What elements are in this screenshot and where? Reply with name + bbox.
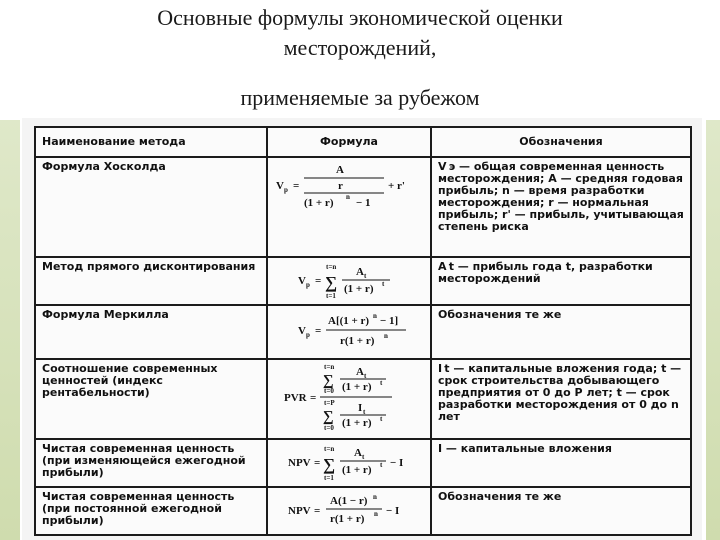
sigma-symbol: ∑ bbox=[323, 455, 336, 474]
formula-den: r(1 + r) bbox=[330, 513, 365, 525]
formula-den-exp: t bbox=[382, 280, 385, 288]
formula-den-top: r bbox=[338, 180, 343, 192]
formula-equals: = bbox=[293, 180, 300, 192]
left-decor-band bbox=[0, 120, 20, 540]
formula-den: r(1 + r) bbox=[340, 335, 375, 347]
formula-equals: = bbox=[314, 505, 321, 517]
slide-title-line-3: применяемые за рубежом bbox=[240, 85, 480, 110]
formula-num-sub: t bbox=[362, 453, 365, 461]
method-name: Чистая современная ценность (при изменяющейся ежегодной прибыли) bbox=[35, 439, 267, 487]
method-name: Чистая современная ценность (при постоянной ежегодной прибыли) bbox=[35, 487, 267, 535]
notation-text: Обозначения те же bbox=[431, 305, 691, 359]
method-name: Соотношение современных ценностей (индекс рентабельности) bbox=[35, 359, 267, 439]
formula-numerator: A bbox=[354, 447, 362, 459]
formula-den-exp: n bbox=[374, 510, 378, 518]
bottom-sigma-symbol: ∑ bbox=[323, 409, 334, 425]
top-num-sub: t bbox=[364, 372, 367, 380]
table-row bbox=[35, 305, 691, 359]
top-sum-lower: t=0 bbox=[324, 387, 334, 395]
formula-den: (1 + r) bbox=[342, 464, 372, 476]
formula-num-exp: n bbox=[373, 312, 377, 320]
bottom-den-exp: t bbox=[380, 415, 383, 423]
sigma-symbol: ∑ bbox=[325, 273, 338, 292]
formula-numerator: A(1 − r) bbox=[330, 495, 368, 507]
formula-lhs: PVR bbox=[284, 392, 307, 404]
sum-upper: t=n bbox=[326, 263, 337, 271]
formula bbox=[267, 439, 431, 487]
formula-lhs-sub: р bbox=[306, 331, 310, 339]
top-sigma-symbol: ∑ bbox=[323, 373, 334, 389]
formula-tail: + r' bbox=[388, 180, 405, 192]
slide-title-line-1: Основные формулы экономической оценки bbox=[157, 5, 563, 30]
notation-text: I — капитальные вложения bbox=[431, 439, 691, 487]
table-row bbox=[35, 439, 691, 487]
formula-den-bottom: (1 + r) bbox=[304, 197, 334, 209]
formula-equals: = bbox=[314, 457, 321, 469]
formula-num-sub: t bbox=[364, 272, 367, 280]
formula bbox=[267, 305, 431, 359]
bottom-sum-upper: t=P bbox=[324, 399, 335, 407]
formula bbox=[267, 487, 431, 535]
table-row bbox=[35, 487, 691, 535]
notation-text: A t — прибыль года t, разработки месторождений bbox=[431, 257, 691, 305]
formula-numerator: A bbox=[336, 164, 344, 176]
right-decor-band bbox=[706, 120, 720, 540]
scanned-table-area bbox=[22, 118, 702, 540]
notation-text: I t — капитальные вложения года; t — срок строительства добывающего предприятия от 0 до P лет; t — срок разработки месторождения от 0 до n лет bbox=[431, 359, 691, 439]
formula-tail: − I bbox=[386, 505, 400, 517]
formulas-table bbox=[34, 126, 692, 536]
column-header-formula: Формула bbox=[267, 127, 431, 157]
bottom-num-sub: t bbox=[363, 408, 366, 416]
formula-num-exp: n bbox=[373, 493, 377, 501]
top-den: (1 + r) bbox=[342, 381, 372, 393]
top-sum-upper: t=n bbox=[324, 363, 335, 371]
method-name: Формула Меркилла bbox=[35, 305, 267, 359]
column-header-method: Наименование метода bbox=[35, 127, 267, 157]
formula-num-tail: − 1] bbox=[380, 315, 399, 327]
formula-den-tail: − 1 bbox=[356, 197, 371, 209]
formula-den-exp: n bbox=[384, 332, 388, 340]
notation-text: Обозначения те же bbox=[431, 487, 691, 535]
formula-numerator: A bbox=[356, 266, 364, 278]
formula-tail: − I bbox=[390, 457, 404, 469]
formula-lhs-sub: р bbox=[284, 186, 288, 194]
formula bbox=[267, 359, 431, 439]
formula-numerator: A[(1 + r) bbox=[328, 315, 370, 327]
formula bbox=[267, 157, 431, 257]
formula-den-exp: n bbox=[346, 193, 350, 201]
formula-den: (1 + r) bbox=[344, 283, 374, 295]
column-header-notation: Обозначения bbox=[431, 127, 691, 157]
table-row bbox=[35, 157, 691, 257]
formula-equals: = bbox=[310, 392, 317, 404]
bottom-sum-lower: t=0 bbox=[324, 424, 334, 432]
sum-upper: t=n bbox=[324, 445, 335, 453]
top-den-exp: t bbox=[380, 379, 383, 387]
formula-lhs: V bbox=[276, 180, 284, 192]
formula-lhs: NPV bbox=[288, 505, 311, 517]
table-header-row bbox=[35, 127, 691, 157]
method-name: Метод прямого дисконтирования bbox=[35, 257, 267, 305]
sum-lower: t=1 bbox=[326, 292, 336, 300]
formula-equals: = bbox=[315, 325, 322, 337]
formula-lhs-sub: р bbox=[306, 281, 310, 289]
top-numerator: A bbox=[356, 366, 364, 378]
table-row bbox=[35, 359, 691, 439]
table-row bbox=[35, 257, 691, 305]
bottom-numerator: I bbox=[358, 402, 363, 414]
formula-den-exp: t bbox=[380, 461, 383, 469]
formula bbox=[267, 257, 431, 305]
sum-lower: t=1 bbox=[324, 474, 334, 482]
method-name: Формула Хосколда bbox=[35, 157, 267, 257]
formula-equals: = bbox=[315, 275, 322, 287]
notation-text: V э — общая современная ценность месторождения; A — средняя годовая прибыль; n — время разработки месторождения; r — нормальная прибыль; r' — прибыль, учитывающая степень риска bbox=[431, 157, 691, 257]
formula-lhs: NPV bbox=[288, 457, 311, 469]
bottom-den: (1 + r) bbox=[342, 417, 372, 429]
formula-lhs: V bbox=[298, 325, 306, 337]
formula-lhs: V bbox=[298, 275, 306, 287]
slide-title-line-2: месторождений, bbox=[283, 35, 437, 60]
